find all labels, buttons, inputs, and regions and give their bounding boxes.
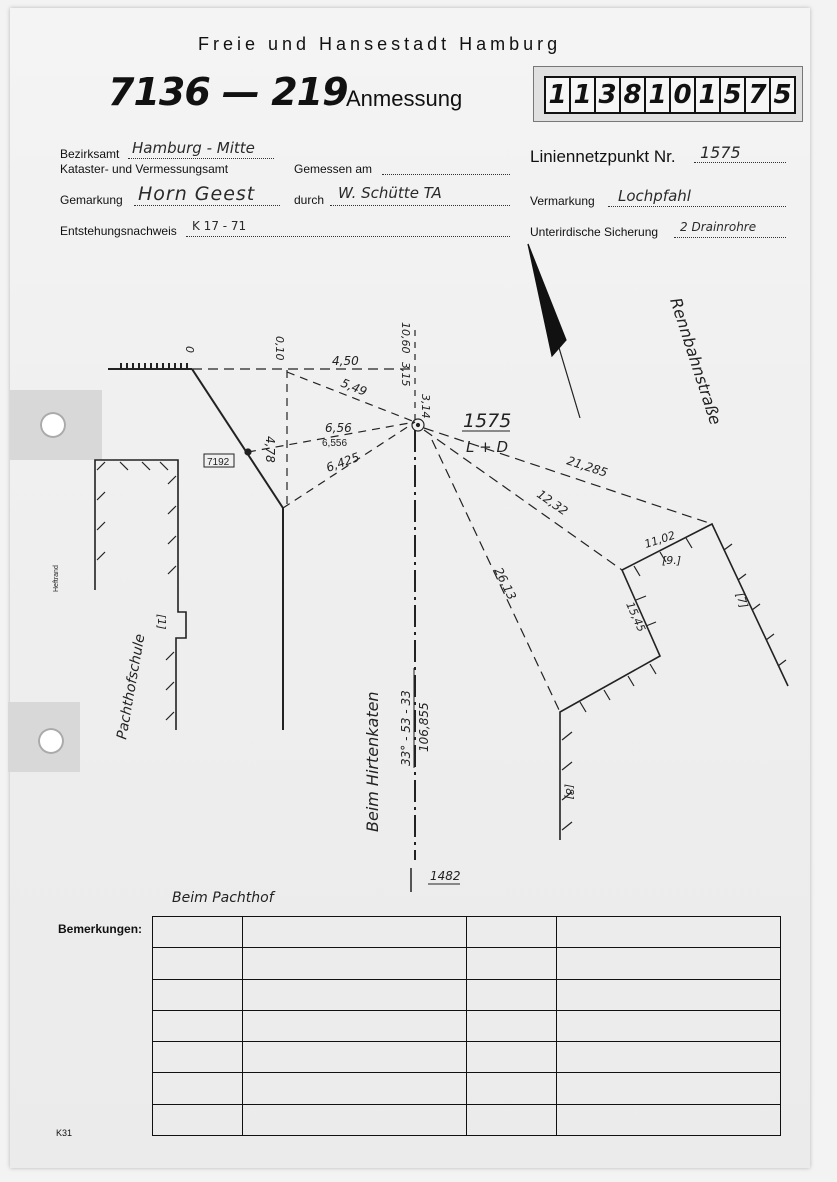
stamp-digit: 1 bbox=[546, 78, 571, 112]
remarks-cell[interactable] bbox=[466, 1042, 556, 1073]
measure-label-6425: 6,425 bbox=[324, 449, 362, 475]
remarks-table bbox=[152, 916, 781, 1136]
measure-label-6556: 6,556 bbox=[322, 438, 348, 449]
stamp-digit: 5 bbox=[721, 78, 746, 112]
liniennetz-value: 1575 bbox=[700, 143, 741, 162]
measure-label-478: 4,78 bbox=[263, 436, 277, 463]
angle-label: 33° - 53 - 33 bbox=[399, 690, 413, 766]
remarks-cell[interactable] bbox=[556, 1104, 780, 1135]
street-west: Pachthofschule bbox=[114, 632, 149, 741]
point-1575-center bbox=[417, 424, 420, 427]
measure-label-1102: 11,02 bbox=[642, 528, 677, 551]
measure-label-1232: 12,32 bbox=[534, 486, 571, 519]
entstehung-label: Entstehungsnachweis bbox=[60, 224, 177, 238]
building-label-7: [7] bbox=[733, 590, 751, 610]
remarks-cell[interactable] bbox=[556, 948, 780, 979]
street-east: Rennbahnstraße bbox=[666, 295, 726, 428]
remarks-cell[interactable] bbox=[153, 1104, 243, 1135]
point-number-label: 1575 bbox=[463, 410, 512, 432]
unterirdisch-label: Unterirdische Sicherung bbox=[530, 225, 659, 239]
remarks-cell[interactable] bbox=[466, 917, 556, 948]
remarks-cell[interactable] bbox=[556, 1010, 780, 1041]
measure-label-1545: 15,45 bbox=[623, 599, 648, 634]
measure-label-656: 6,56 bbox=[325, 421, 352, 435]
remarks-cell[interactable] bbox=[153, 979, 243, 1010]
durch-label: durch bbox=[294, 193, 325, 207]
marker-point bbox=[245, 449, 251, 455]
remarks-cell[interactable] bbox=[556, 1073, 780, 1104]
remarks-cell[interactable] bbox=[153, 1042, 243, 1073]
remarks-cell[interactable] bbox=[556, 1042, 780, 1073]
building-east-outline bbox=[560, 524, 788, 840]
unterirdisch-value: 2 Drainrohre bbox=[680, 220, 757, 234]
point-south-label: 1482 bbox=[430, 869, 461, 883]
measure-label-0: 0 bbox=[183, 346, 196, 353]
remarks-cell[interactable] bbox=[466, 948, 556, 979]
parcel-ref: 7192 bbox=[207, 457, 230, 468]
street-south: Beim Pachthof bbox=[172, 890, 274, 906]
remarks-cell[interactable] bbox=[466, 1073, 556, 1104]
remarks-cell[interactable] bbox=[556, 917, 780, 948]
remarks-row bbox=[153, 917, 781, 948]
kataster-label: Kataster- und Vermessungsamt bbox=[60, 162, 229, 176]
gemessen-label: Gemessen am bbox=[294, 162, 373, 176]
building-label-9: [9.] bbox=[662, 554, 682, 567]
stamp-digit: 7 bbox=[746, 78, 771, 112]
heftrand-label: Heftrand bbox=[53, 565, 60, 592]
remarks-cell[interactable] bbox=[243, 1073, 466, 1104]
measure-label-010: 0,10 bbox=[273, 336, 286, 361]
city-header: Freie und Hansestadt Hamburg bbox=[198, 34, 562, 54]
remarks-cell[interactable] bbox=[466, 1104, 556, 1135]
hatch-marks bbox=[97, 462, 786, 830]
vermarkung-label: Vermarkung bbox=[530, 194, 595, 208]
remarks-cell[interactable] bbox=[466, 1010, 556, 1041]
gemarkung-label: Gemarkung bbox=[60, 193, 123, 207]
remarks-cell[interactable] bbox=[243, 979, 466, 1010]
measure-label-314: 3,14 bbox=[419, 394, 432, 419]
measure-label-450: 4,50 bbox=[332, 354, 359, 368]
measure-label-2613: 26,13 bbox=[491, 565, 519, 603]
measure-label-21285: 21,285 bbox=[565, 453, 610, 480]
remarks-row bbox=[153, 979, 781, 1010]
remarks-cell[interactable] bbox=[243, 1010, 466, 1041]
drawing-number: 7136 — 219 bbox=[108, 70, 348, 114]
vermarkung-value: Lochpfahl bbox=[618, 187, 691, 205]
remarks-row bbox=[153, 1104, 781, 1135]
measure-1232 bbox=[424, 430, 622, 570]
measure-label-315: 3,15 bbox=[399, 362, 412, 387]
stamp-digit: 1 bbox=[646, 78, 671, 112]
stamp-digit: 0 bbox=[671, 78, 696, 112]
measure-label-1060: 10,60 bbox=[399, 322, 412, 354]
remarks-cell[interactable] bbox=[243, 948, 466, 979]
remarks-cell[interactable] bbox=[153, 917, 243, 948]
form-code: K31 bbox=[56, 1128, 73, 1138]
durch-value: W. Schütte TA bbox=[338, 184, 442, 202]
remarks-row bbox=[153, 1042, 781, 1073]
liniennetz-label: Liniennetzpunkt Nr. bbox=[530, 147, 676, 166]
building-label-8: [8] bbox=[563, 784, 576, 800]
remarks-label: Bemerkungen: bbox=[58, 922, 143, 936]
form-title: Anmessung bbox=[346, 86, 463, 111]
remarks-cell[interactable] bbox=[153, 948, 243, 979]
gemarkung-value: Horn Geest bbox=[138, 183, 256, 205]
angle-distance: 106,855 bbox=[417, 702, 431, 752]
remarks-cell[interactable] bbox=[466, 979, 556, 1010]
building-label-1: [1] bbox=[155, 614, 168, 630]
stamp-digit: 8 bbox=[621, 78, 646, 112]
street-center: Beim Hirtenkaten bbox=[363, 691, 382, 832]
remarks-cell[interactable] bbox=[556, 979, 780, 1010]
stamp-digit: 1 bbox=[571, 78, 596, 112]
stamp-digit: 3 bbox=[596, 78, 621, 112]
entstehung-value: K 17 - 71 bbox=[192, 219, 247, 233]
building-west-outline bbox=[95, 460, 186, 730]
remarks-cell[interactable] bbox=[243, 1042, 466, 1073]
remarks-row bbox=[153, 1010, 781, 1041]
stamp-digit: 1 bbox=[696, 78, 721, 112]
bezirksamt-label: Bezirksamt bbox=[60, 147, 120, 161]
remarks-row bbox=[153, 1073, 781, 1104]
stamp-digit: 5 bbox=[773, 80, 792, 110]
north-arrow-icon bbox=[528, 244, 566, 356]
point-type-label: L + D bbox=[466, 438, 509, 456]
remarks-cell[interactable] bbox=[243, 917, 466, 948]
bezirksamt-value: Hamburg - Mitte bbox=[132, 139, 255, 157]
remarks-cell[interactable] bbox=[243, 1104, 466, 1135]
remarks-cell[interactable] bbox=[153, 1073, 243, 1104]
measure-label-549: 5,49 bbox=[338, 375, 369, 399]
remarks-table-body bbox=[153, 917, 781, 1136]
remarks-cell[interactable] bbox=[153, 1010, 243, 1041]
remarks-row bbox=[153, 948, 781, 979]
